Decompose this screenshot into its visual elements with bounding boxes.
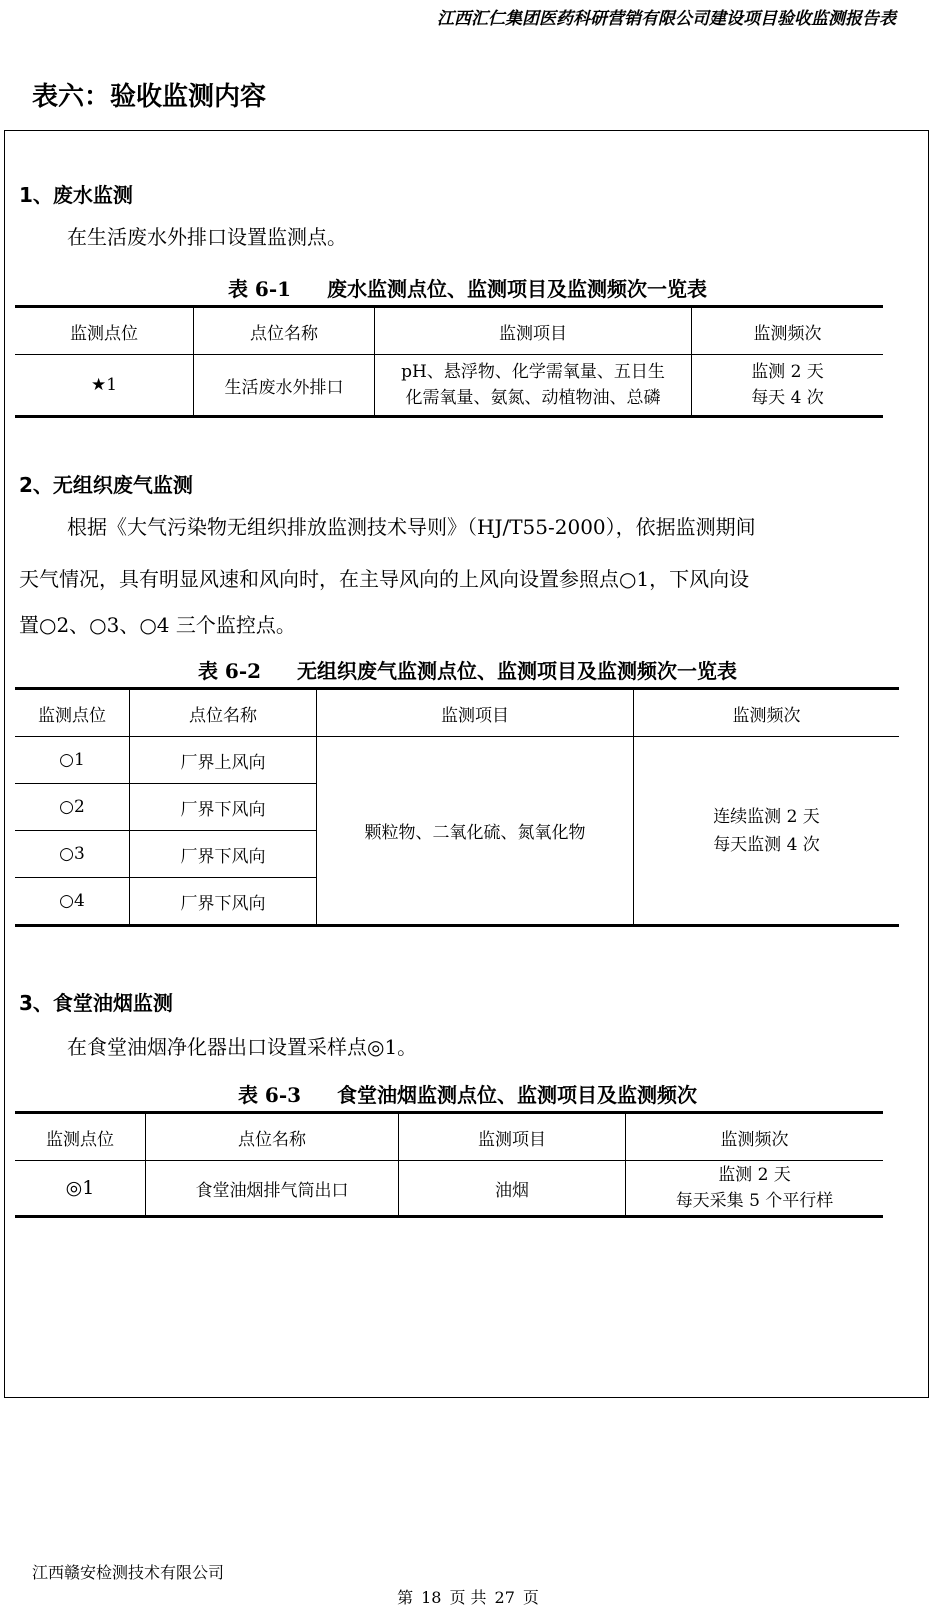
table-6-2-title: 无组织废气监测点位、监测项目及监测频次一览表 <box>297 659 738 683</box>
page-number <box>0 1585 936 1608</box>
t1-header-point: 监测点位 <box>15 307 194 355</box>
fugitive-gas-line2: 天气情况，具有明显风速和风向时，在主导风向的上风向设置参照点○1，下风向设 <box>19 567 750 591</box>
t1-freq <box>692 355 884 417</box>
table-row <box>15 737 899 784</box>
table-6-2-caption <box>5 655 930 684</box>
table-6-1-caption <box>5 273 930 302</box>
t3-freq-line2: 每天采集 5 个平行样 <box>675 1191 834 1211</box>
t3-point: ◎1 <box>15 1161 146 1217</box>
table-6-2-number: 表 6-2 <box>197 659 262 683</box>
t1-items-line2: 化需氧量、氨氮、动植物油、总磷 <box>405 388 661 408</box>
t2-header-items: 监测项目 <box>317 689 634 737</box>
t1-items-line1: pH、悬浮物、化学需氧量、五日生 <box>401 362 665 382</box>
table-6-1-number: 表 6-1 <box>227 277 292 301</box>
canteen-fume-text: 在食堂油烟净化器出口设置采样点◎1。 <box>67 1035 418 1059</box>
t2-name-1: 厂界上风向 <box>130 737 317 784</box>
canteen-fume-heading: 3、食堂油烟监测 <box>19 991 173 1015</box>
table-6-3-caption <box>5 1079 930 1108</box>
fugitive-gas-text <box>19 505 915 647</box>
wastewater-heading: 1、废水监测 <box>19 183 133 207</box>
t2-name-4: 厂界下风向 <box>130 878 317 926</box>
t2-point-3: ○3 <box>15 831 130 878</box>
t3-header-items: 监测项目 <box>399 1113 626 1161</box>
t1-freq-line1: 监测 2 天 <box>751 362 824 382</box>
report-header: 江西汇仁集团医药科研营销有限公司建设项目验收监测报告表 <box>437 9 896 29</box>
t3-header-name: 点位名称 <box>146 1113 399 1161</box>
table-6-3-number: 表 6-3 <box>237 1083 302 1107</box>
table-6-3 <box>15 1111 883 1218</box>
t2-freq-line1: 连续监测 2 天 <box>713 806 820 827</box>
t3-header-point: 监测点位 <box>15 1113 146 1161</box>
wastewater-text: 在生活废水外排口设置监测点。 <box>67 225 347 249</box>
t2-point-1: ○1 <box>15 737 130 784</box>
page-current: 18 <box>421 1588 442 1607</box>
t2-point-4: ○4 <box>15 878 130 926</box>
fugitive-gas-heading: 2、无组织废气监测 <box>19 473 193 497</box>
page-mid: 页 共 <box>449 1588 487 1607</box>
t2-name-2: 厂界下风向 <box>130 784 317 831</box>
table-6-2 <box>15 687 899 927</box>
t1-items <box>375 355 692 417</box>
t2-freq-line2: 每天监测 4 次 <box>713 834 820 855</box>
t3-freq <box>626 1161 884 1217</box>
t2-items: 颗粒物、二氧化硫、氮氧化物 <box>317 737 634 926</box>
t1-header-freq: 监测频次 <box>692 307 884 355</box>
t1-point: ★1 <box>15 355 194 417</box>
page-suffix: 页 <box>522 1588 539 1607</box>
t3-name: 食堂油烟排气筒出口 <box>146 1161 399 1217</box>
content-frame <box>4 130 929 1398</box>
t2-header-freq: 监测频次 <box>634 689 900 737</box>
t1-name: 生活废水外排口 <box>194 355 375 417</box>
t1-freq-line2: 每天 4 次 <box>751 388 824 408</box>
t1-header-name: 点位名称 <box>194 307 375 355</box>
page-total: 27 <box>494 1588 515 1607</box>
t1-header-items: 监测项目 <box>375 307 692 355</box>
section-title: 表六：验收监测内容 <box>32 82 267 112</box>
t2-name-3: 厂界下风向 <box>130 831 317 878</box>
table-6-3-title: 食堂油烟监测点位、监测项目及监测频次 <box>337 1083 698 1107</box>
t3-items: 油烟 <box>399 1161 626 1217</box>
t3-freq-line1: 监测 2 天 <box>718 1165 791 1185</box>
fugitive-gas-line3: 置○2、○3、○4 三个监控点。 <box>19 613 296 637</box>
t2-header-point: 监测点位 <box>15 689 130 737</box>
fugitive-gas-line1: 根据《大气污染物无组织排放监测技术导则》（HJ/T55-2000），依据监测期间 <box>67 515 756 539</box>
table-6-1-title: 废水监测点位、监测项目及监测频次一览表 <box>327 277 708 301</box>
table-row <box>15 1161 883 1217</box>
t3-header-freq: 监测频次 <box>626 1113 884 1161</box>
t2-freq <box>634 737 900 926</box>
page-prefix: 第 <box>397 1588 414 1607</box>
table-6-1 <box>15 305 883 418</box>
table-row <box>15 355 883 417</box>
t2-point-2: ○2 <box>15 784 130 831</box>
t2-header-name: 点位名称 <box>130 689 317 737</box>
footer-company: 江西赣安检测技术有限公司 <box>32 1563 225 1582</box>
